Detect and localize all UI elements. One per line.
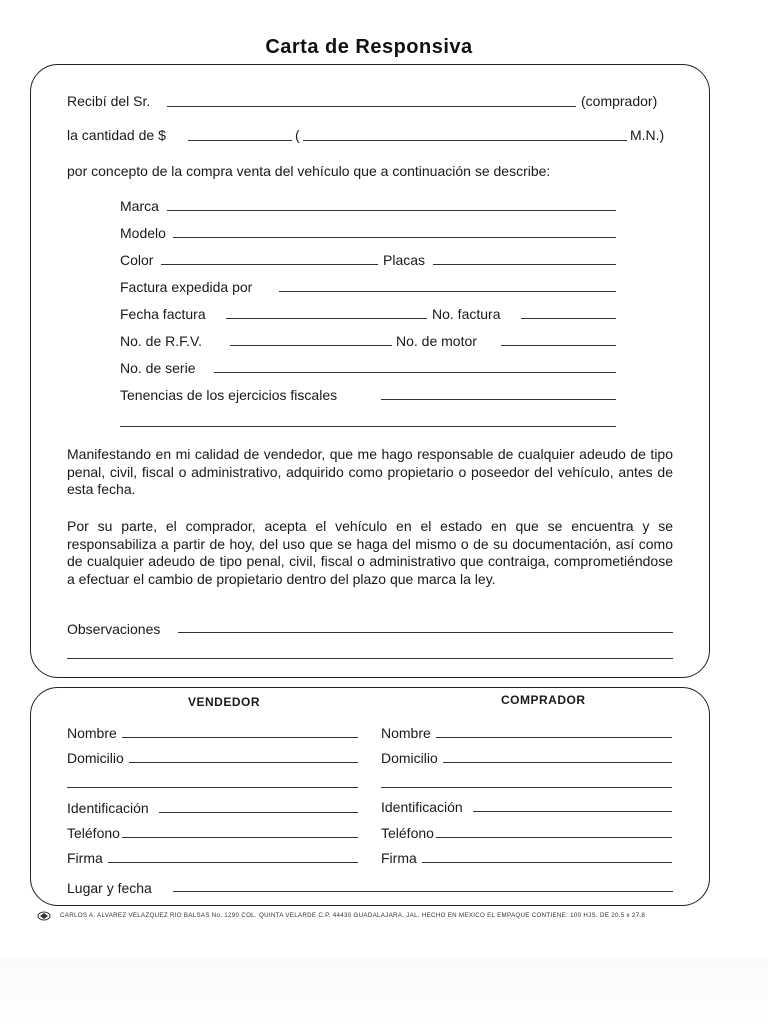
- observaciones-line-2[interactable]: [67, 658, 673, 659]
- paren-open: (: [295, 127, 300, 143]
- vendedor-identificacion-line[interactable]: [159, 812, 358, 813]
- comprador-identificacion-line[interactable]: [473, 811, 672, 812]
- cantidad-label: la cantidad de $: [67, 127, 166, 143]
- marca-line[interactable]: [167, 210, 616, 211]
- page-title: Carta de Responsiva: [265, 36, 473, 58]
- tenencias-line[interactable]: [381, 399, 616, 400]
- color-label: Color: [120, 252, 154, 268]
- mn-suffix: M.N.): [630, 127, 665, 143]
- vendedor-nombre-line[interactable]: [122, 737, 358, 738]
- fecha-factura-line[interactable]: [226, 318, 427, 319]
- placas-label: Placas: [383, 252, 426, 268]
- comprador-heading: COMPRADOR: [501, 693, 586, 707]
- vendedor-telefono-line[interactable]: [122, 837, 358, 838]
- comprador-telefono-label: Teléfono: [381, 825, 434, 841]
- no-factura-line[interactable]: [521, 318, 616, 319]
- vendedor-nombre-label: Nombre: [67, 725, 117, 741]
- comprador-paragraph: Por su parte, el comprador, acepta el vehículo en el estado en que se encuentra y se responsabiliza a partir de hoy, del uso que se haga del mismo o de su documentación, así como de cualquier adeudo de tipo penal, civil, fiscal o administrativo que contraiga, comprometiéndose a efectuar el cambio de propietario dentro del plazo que marca la ley.: [67, 518, 673, 587]
- no-rfv-line[interactable]: [230, 345, 392, 346]
- observaciones-label: Observaciones: [67, 621, 161, 637]
- comprador-domicilio-label: Domicilio: [381, 750, 438, 766]
- tenencias-line-2[interactable]: [120, 426, 616, 427]
- printer-logo-icon: [37, 911, 51, 921]
- comprador-nombre-label: Nombre: [381, 725, 431, 741]
- lugar-fecha-line[interactable]: [173, 891, 673, 892]
- cantidad-amount-line[interactable]: [188, 140, 292, 141]
- comprador-firma-label: Firma: [381, 850, 417, 866]
- no-motor-line[interactable]: [501, 345, 616, 346]
- cantidad-words-line[interactable]: [303, 140, 627, 141]
- vendedor-firma-line[interactable]: [108, 862, 358, 863]
- factura-expedida-line[interactable]: [279, 291, 616, 292]
- no-serie-line[interactable]: [214, 372, 616, 373]
- footer-imprint: CARLOS A. ALVAREZ VELAZQUEZ RIO BALSAS No. 1290 COL. QUINTA VELARDE C.P. 44430 GUADALAJARA, JAL. HECHO EN MEXICO EL EMPAQUE CONTIENE: 100 HJS. DE 20.5 x 27.8: [60, 912, 646, 919]
- page-bottom-margin: [0, 958, 768, 1024]
- no-factura-label: No. factura: [432, 306, 501, 322]
- vendedor-domicilio-line-2[interactable]: [67, 787, 358, 788]
- vendedor-heading: VENDEDOR: [188, 695, 261, 709]
- comprador-firma-line[interactable]: [422, 862, 672, 863]
- comprador-domicilio-line-2[interactable]: [381, 787, 672, 788]
- vendedor-domicilio-label: Domicilio: [67, 750, 124, 766]
- signatures-box: [30, 687, 710, 906]
- vendedor-identificacion-label: Identificación: [67, 800, 149, 816]
- no-motor-label: No. de motor: [396, 333, 477, 349]
- no-rfv-label: No. de R.F.V.: [120, 333, 202, 349]
- comprador-identificacion-label: Identificación: [381, 799, 463, 815]
- comprador-domicilio-line[interactable]: [443, 762, 672, 763]
- marca-label: Marca: [120, 198, 159, 214]
- concepto-text: por concepto de la compra venta del vehículo que a continuación se describe:: [67, 163, 551, 179]
- comprador-suffix: (comprador): [581, 93, 658, 109]
- vendedor-telefono-label: Teléfono: [67, 825, 120, 841]
- vendedor-domicilio-line[interactable]: [129, 762, 358, 763]
- factura-expedida-label: Factura expedida por: [120, 279, 253, 295]
- comprador-telefono-line[interactable]: [436, 837, 672, 838]
- observaciones-line[interactable]: [178, 632, 673, 633]
- modelo-label: Modelo: [120, 225, 166, 241]
- tenencias-label: Tenencias de los ejercicios fiscales: [120, 387, 338, 403]
- recibi-label: Recibí del Sr.: [67, 93, 151, 109]
- vendedor-firma-label: Firma: [67, 850, 103, 866]
- color-line[interactable]: [161, 264, 378, 265]
- lugar-fecha-label: Lugar y fecha: [67, 880, 152, 896]
- fecha-factura-label: Fecha factura: [120, 306, 206, 322]
- comprador-name-line[interactable]: [167, 106, 576, 107]
- modelo-line[interactable]: [173, 237, 616, 238]
- placas-line[interactable]: [433, 264, 616, 265]
- vendedor-paragraph: Manifestando en mi calidad de vendedor, que me hago responsable de cualquier adeudo de tipo penal, civil, fiscal o administrativo, adquirido como propietario o poseedor del vehículo, antes de esta fecha.: [67, 446, 673, 497]
- no-serie-label: No. de serie: [120, 360, 196, 376]
- comprador-nombre-line[interactable]: [436, 737, 672, 738]
